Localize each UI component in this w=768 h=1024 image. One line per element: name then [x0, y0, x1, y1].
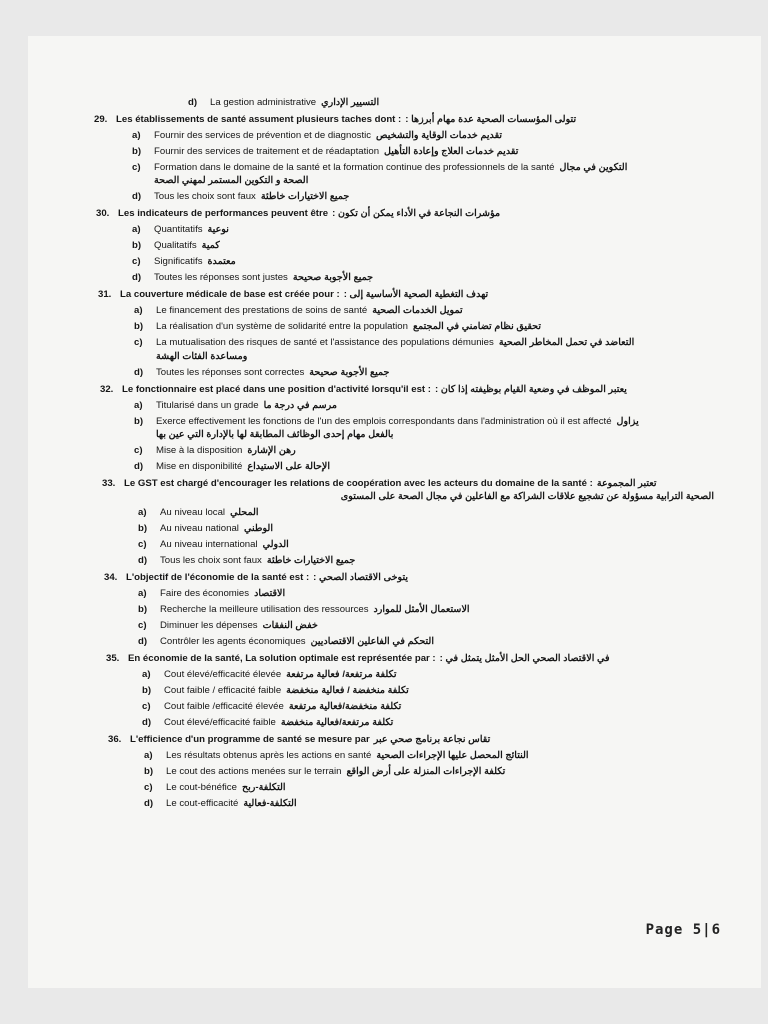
option-text-ar: تكلفة الإجراءات المنزلة على أرض الواقع — [346, 766, 506, 778]
option-label: a) — [134, 305, 143, 317]
question-header — [102, 478, 734, 489]
option-text-fr: Diminuer les dépenses — [160, 620, 258, 632]
questions-container — [94, 114, 734, 809]
option-text-fr: Tous les choix sont faux — [160, 554, 262, 566]
question-text-fr: La couverture médicale de base est créée pour : — [120, 289, 340, 301]
answer-option — [134, 445, 734, 456]
answer-option — [132, 256, 734, 267]
question-header — [100, 384, 734, 395]
answer-option — [144, 766, 734, 777]
option-label: a) — [132, 130, 141, 142]
option-text-fr: Le cout-bénéfice — [166, 782, 237, 794]
answer-option — [138, 636, 734, 647]
option-label: a) — [142, 669, 151, 681]
option-text-ar: جميع الاختيارات خاطئة — [260, 191, 350, 203]
option-label: c) — [132, 256, 141, 268]
option-text-ar: تحقيق نظام تضامني في المجتمع — [412, 321, 542, 333]
option-text-fr: Cout élevé/efficacité élevée — [164, 669, 282, 681]
option-label: d) — [134, 366, 144, 378]
answer-option — [138, 555, 734, 566]
option-text-ar: يزاول — [616, 415, 639, 427]
option-text-ar: كمية — [201, 240, 220, 252]
option-label: b) — [132, 240, 142, 252]
question-text-ar: مؤشرات النجاعة في الأداء يمكن أن تكون : — [332, 208, 501, 220]
option-text-ar-continued: ومساعدة الفئات الهشة — [156, 350, 248, 362]
option-label: c) — [134, 444, 143, 456]
option-text-ar: تقديم خدمات العلاج وإعادة التأهيل — [384, 146, 519, 158]
option-label: d) — [132, 191, 142, 203]
answer-option — [138, 539, 734, 550]
question-number: 31. — [98, 289, 112, 301]
lead-option — [188, 97, 734, 108]
option-text-fr: Exerce effectivement les fonctions de l'un des emplois correspondants dans l'administration où il est affecté — [156, 415, 612, 427]
option-label: b) — [144, 766, 154, 778]
option-text-fr: Toutes les réponses sont justes — [154, 272, 288, 284]
question-header — [96, 208, 734, 219]
option-label: c) — [138, 620, 147, 632]
option-label: a) — [138, 587, 147, 599]
option-text-fr: Significatifs — [154, 256, 203, 268]
answer-option — [138, 507, 734, 518]
option-label: c) — [138, 538, 147, 550]
option-text-fr: La mutualisation des risques de santé et l'assistance des populations démunies — [156, 337, 494, 349]
answer-option — [134, 400, 734, 411]
question-text-fr: L'efficience d'un programme de santé se mesure par — [130, 734, 370, 746]
option-label: d) — [138, 636, 148, 648]
question-text-ar: تتولى المؤسسات الصحية عدة مهام أبرزها : — [405, 114, 577, 126]
option-text-fr: Le cout des actions menées sur le terrain — [166, 766, 342, 778]
answer-option — [132, 224, 734, 235]
option-text-ar: النتائج المحصل عليها الإجراءات الصحية — [376, 750, 529, 762]
question-header — [98, 289, 734, 300]
option-text-ar: التكوين في مجال — [559, 162, 628, 174]
option-label: c) — [144, 782, 153, 794]
question-text-ar: يتوخى الاقتصاد الصحي : — [313, 571, 409, 583]
option-text-fr: Cout faible / efficacité faible — [164, 685, 282, 697]
option-text-ar-continued: بالفعل مهام إحدى الوظائف المطابقة لها بالإدارة التي عين بها — [156, 428, 394, 440]
option-label: b) — [132, 146, 142, 158]
question — [94, 572, 734, 647]
option-text-ar: الوطني — [243, 522, 274, 534]
option-text-fr: Tous les choix sont faux — [154, 191, 256, 203]
option-label: d) — [134, 460, 144, 472]
option-text-fr: Fournir des services de prévention et de diagnostic — [154, 130, 372, 142]
option-text-fr: Le financement des prestations de soins de santé — [156, 305, 368, 317]
option-label: a) — [138, 506, 147, 518]
option-text-ar: تمويل الخدمات الصحية — [372, 305, 463, 317]
option-label: c) — [142, 701, 151, 713]
question — [94, 289, 734, 377]
answer-option — [142, 717, 734, 728]
option-text-fr: Recherche la meilleure utilisation des ressources — [160, 604, 369, 615]
option-text-ar: تكلفة منخفضة/فعالية مرتفعة — [288, 701, 402, 713]
option-text-fr: Au niveau national — [160, 522, 239, 534]
option-text-ar: تكلفة مرتفعة/ فعالية مرتفعة — [286, 669, 397, 681]
option-text-ar: جميع الاختيارات خاطئة — [266, 554, 356, 566]
answer-option — [138, 523, 734, 534]
option-text-ar: جميع الأجوبة صحيحة — [309, 366, 390, 378]
question-text-ar: تهدف التغطية الصحية الأساسية إلى : — [343, 289, 489, 301]
question-text-ar-continued: الصحية الترابية مسؤولة عن تشجيع علاقات الشراكة مع الفاعلين في مجال الصحة على المستوى — [340, 490, 714, 502]
option-label: b) — [134, 321, 144, 333]
question-text-ar: يعتبر الموظف في وضعية القيام بوظيفته إذا كان : — [434, 383, 627, 395]
option-text-fr: Titularisé dans un grade — [156, 399, 259, 411]
answer-option — [142, 669, 734, 680]
option-label: d) — [144, 798, 154, 810]
question-header — [108, 734, 734, 745]
option-text-fr: Cout élevé/efficacité faible — [164, 717, 276, 729]
question-number: 33. — [102, 477, 116, 489]
option-text-ar: التعاضد في تحمل المخاطر الصحية — [498, 337, 635, 349]
answer-option — [134, 337, 734, 348]
option-text-ar: التسيير الإداري — [321, 97, 380, 108]
question-number: 32. — [100, 383, 114, 395]
option-text-ar: معتمدة — [207, 256, 236, 268]
option-text-ar: نوعية — [207, 224, 229, 236]
option-label: d) — [142, 717, 152, 729]
option-label: b) — [142, 685, 152, 697]
question-number: 29. — [94, 114, 108, 126]
option-text-fr: Les résultats obtenus après les actions en santé — [166, 750, 372, 762]
option-text-fr: La gestion administrative — [210, 97, 317, 108]
option-text-ar: مرسم في درجة ما — [263, 399, 338, 411]
page-number: Page 5|6 — [645, 922, 721, 938]
answer-option — [132, 130, 734, 141]
exam-page — [28, 36, 761, 988]
question-number: 30. — [96, 208, 110, 220]
option-label: c) — [132, 162, 141, 174]
option-text-ar: تكلفة منخفضة / فعالية منخفضة — [286, 685, 409, 697]
option-text-ar-continued: الصحة و التكوين المستمر لمهني الصحة — [154, 175, 309, 187]
option-text-ar: الاستعمال الأمثل للموارد — [373, 604, 470, 615]
option-text-ar: تقديم خدمات الوقاية والتشخيص — [376, 130, 503, 142]
question-text-ar: في الاقتصاد الصحي الحل الأمثل يتمثل في : — [439, 653, 610, 665]
question-text-fr: En économie de la santé, La solution optimale est représentée par : — [128, 653, 436, 665]
option-text-fr: Fournir des services de traitement et de réadaptation — [154, 146, 380, 158]
question-text-ar: تعتبر المجموعة — [596, 477, 657, 489]
answer-option — [134, 416, 734, 427]
option-text-ar: رهن الإشارة — [247, 444, 296, 456]
option-label: d) — [138, 554, 148, 566]
answer-option — [134, 461, 734, 472]
answer-option — [138, 604, 734, 615]
question-text-fr: Le GST est chargé d'encourager les relations de coopération avec les acteurs du domaine de la santé : — [124, 477, 593, 489]
option-text-fr: Mise en disponibilité — [156, 460, 243, 472]
answer-option — [144, 750, 734, 761]
option-label: a) — [132, 224, 141, 236]
option-text-ar: جميع الأجوبة صحيحة — [292, 272, 374, 284]
answer-option — [132, 272, 734, 283]
question — [94, 208, 734, 283]
answer-option — [134, 321, 734, 332]
option-text-ar: الدولي — [262, 538, 289, 550]
option-text-fr: La réalisation d'un système de solidarité entre la population — [156, 321, 408, 333]
answer-option — [142, 701, 734, 712]
option-label: a) — [144, 750, 153, 762]
question-list — [94, 92, 734, 809]
option-label: a) — [134, 399, 143, 411]
question-text-fr: Le fonctionnaire est placé dans une position d'activité lorsqu'il est : — [122, 383, 431, 395]
question-header — [94, 114, 734, 125]
option-text-ar: الإحالة على الاستيداع — [247, 460, 331, 472]
option-text-fr: Au niveau international — [160, 538, 258, 550]
option-text-fr: Qualitatifs — [154, 240, 197, 252]
option-text-ar: المحلي — [230, 506, 259, 518]
option-text-ar: التكلفة-فعالية — [243, 798, 297, 810]
answer-option — [132, 162, 734, 173]
option-text-fr: Cout faible /efficacité élevée — [164, 701, 284, 713]
option-label: c) — [134, 337, 143, 349]
option-text-ar: التحكم في الفاعلين الاقتصاديين — [310, 636, 434, 648]
question-header — [106, 653, 734, 664]
answer-option — [132, 191, 734, 202]
question-number: 36. — [108, 734, 122, 746]
question — [94, 478, 734, 566]
option-label: d) — [132, 272, 142, 284]
option-text-fr: Au niveau local — [160, 506, 226, 518]
answer-option — [142, 685, 734, 696]
question-number: 34. — [104, 571, 118, 583]
option-label: b) — [138, 604, 148, 615]
answer-option — [132, 240, 734, 251]
question — [94, 384, 734, 472]
answer-option — [144, 782, 734, 793]
option-text-fr: Formation dans le domaine de la santé et la formation continue des professionnels de la santé — [154, 162, 555, 174]
option-text-fr: Faire des économies — [160, 587, 250, 599]
option-text-ar: خفض النفقات — [262, 620, 318, 632]
answer-option — [138, 588, 734, 599]
option-label: b) — [134, 415, 144, 427]
option-label: d) — [188, 97, 198, 108]
question-number: 35. — [106, 653, 120, 665]
option-text-fr: Le cout-efficacité — [166, 798, 239, 810]
question-text-ar: تقاس نجاعة برنامج صحي عبر — [373, 734, 491, 746]
answer-option — [138, 620, 734, 631]
question-text-fr: L'objectif de l'économie de la santé est : — [126, 571, 310, 583]
option-text-fr: Quantitatifs — [154, 224, 203, 236]
question-header — [104, 572, 734, 583]
question — [94, 734, 734, 809]
question-text-fr: Les établissements de santé assument plusieurs taches dont : — [116, 114, 402, 126]
option-text-ar: تكلفة مرتفعة/فعالية منخفضة — [280, 717, 394, 729]
option-text-ar: الاقتصاد — [254, 587, 286, 599]
question-text-fr: Les indicateurs de performances peuvent être — [118, 208, 329, 220]
answer-option — [144, 798, 734, 809]
option-text-fr: Toutes les réponses sont correctes — [156, 366, 305, 378]
option-text-ar: التكلفة-ربح — [241, 782, 286, 794]
option-text-fr: Contrôler les agents économiques — [160, 636, 306, 648]
question — [94, 653, 734, 728]
answer-option — [134, 305, 734, 316]
question — [94, 114, 734, 202]
answer-option — [134, 367, 734, 378]
option-label: b) — [138, 522, 148, 534]
option-text-fr: Mise à la disposition — [156, 444, 243, 456]
answer-option — [132, 146, 734, 157]
